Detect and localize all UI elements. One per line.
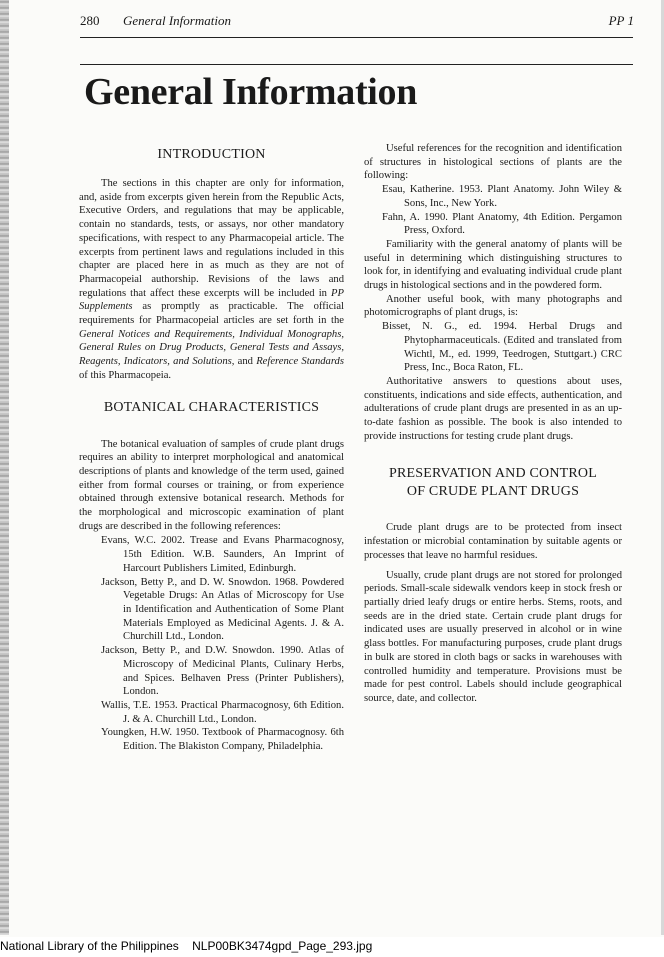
library-credit: National Library of the Philippines NLP00BK3474gpd_Page_293.jpg (0, 939, 373, 953)
section-heading-preservation: PRESERVATION AND CONTROL OF CRUDE PLANT DRUGS (389, 466, 597, 500)
reference-jackson-1990: Jackson, Betty P., and D.W. Snowdon. 1990. Atlas of Microscopy of Medicinal Plants, Culinary Herbs, and Spices. Belhaven Press (Printer Publishers), London. (101, 645, 344, 698)
reference-youngken: Youngken, H.W. 1950. Textbook of Pharmacognosy. 6th Edition. The Blakiston Company, Philadelphia. (101, 727, 344, 753)
anatomy-paragraph: Familiarity with the general anatomy of plants will be useful in determining which distinguishing structures to look for, in identifying and evaluating individual crude plant drugs in histological sections and in the powdered form. (364, 238, 622, 292)
preservation-paragraph-1: Crude plant drugs are to be protected from insect infestation or microbial contamination by suitable agents or processes that leave no harmful residues. (364, 522, 622, 561)
right-column (364, 142, 622, 706)
reference-fahn: Fahn, A. 1990. Plant Anatomy, 4th Edition. Pergamon Press, Oxford. (382, 211, 622, 237)
pharmacopeia-code: PP 1 (608, 13, 634, 28)
chapter-title: General Information (84, 71, 418, 113)
reference-jackson-1968: Jackson, Betty P., and D. W. Snowdon. 1968. Powdered Vegetable Drugs: An Atlas of Microscopy for Use in Identification and Authentication of Some Plant Materials Employed as Medicinal Agents. J. & A. Churchill Ltd., London. (101, 576, 344, 643)
running-header (80, 13, 634, 31)
reference-bisset: Bisset, N. G., ed. 1994. Herbal Drugs and Phytopharmaceuticals. (Edited and translated from Wichtl, M., ed. 1999, Teedrogen, Stuttgart.) CRC Press, Inc., Boca Raton, FL. (382, 321, 622, 374)
histology-references-intro: Useful references for the recognition and identification of structures in histological sections of plants are the following: (364, 143, 622, 182)
section-heading-botanical: BOTANICAL CHARACTERISTICS (103, 399, 320, 415)
authoritative-answers-paragraph: Authoritative answers to questions about uses, constituents, indications and side effects, authentication, and adulterations of crude plant drugs are presented in as an up-to-date fashion as possible. The book is also intended to provide instructions for testing crude plant drugs. (364, 375, 622, 442)
reference-esau: Esau, Katherine. 1953. Plant Anatomy. John Wiley & Sons, Inc., New York. (382, 184, 622, 209)
page-number: 280 (80, 13, 100, 28)
reference-evans: Evans, W.C. 2002. Trease and Evans Pharmacognosy, 15th Edition. W.B. Saunders, An Imprint of Harcourt Publishers Limited, Edinburgh. (101, 535, 344, 574)
book-spine-shadow (0, 0, 9, 935)
preservation-paragraph-2: Usually, crude plant drugs are not stored for prolonged periods. Small-scale sidewalk vendors keep in stock fresh or partially dried leafy drugs or entire herbs. Stems, roots, and seeds are in the dried state. Certain crude plant drugs for indicated uses are usually preserved in alcohol or in wine glass bottles. For manufacturing purposes, crude plant drugs in bulk are stored in cloth bags or sacks in warehouses with controlled humidity and temperature. Provisions must be made for pest control. Labels should include geographical source, date, and collector. (364, 569, 622, 704)
botanical-paragraph: The botanical evaluation of samples of crude plant drugs requires an ability to interpret morphological and anatomical descriptions of plants and knowledge of the term used, gained either from formal courses or training, or from experience obtained through extensive botanical research. Methods for the morphological and microscopic examination of plant drugs are described in the following references: (79, 438, 344, 532)
left-column (79, 140, 344, 754)
header-rule (80, 37, 633, 38)
reference-wallis: Wallis, T.E. 1953. Practical Pharmacognosy, 6th Edition. J. & A. Churchill Ltd., London. (101, 699, 344, 725)
title-rule (80, 64, 633, 65)
section-heading-introduction: INTRODUCTION (157, 147, 266, 162)
scan-footer (0, 937, 664, 957)
introduction-paragraph: The sections in this chapter are only for information, and, aside from excerpts given herein from the Republic Acts, Executive Orders, and regulations that may be applicable, contain no standards, tests, or assays, nor other mandatory specifications, with respect to any Pharmacopeial article. The excerpts from pertinent laws and regulations included in this chapter are placed here in as much as they are not of Pharmacopeial authorship. Revisions of the laws and regulations that affect these excerpts will be included in PP Supplements as promptly as practicable. The official requirements for Pharmacopeial articles are set forth in the General Notices and Requirements, Individual Monographs, General Rules on Drug Products, General Tests and Assays, Reagents, Indicators, and Solutions, and Reference Standards of this Pharmacopeia. (79, 178, 344, 381)
running-title: General Information (123, 13, 231, 28)
useful-book-paragraph: Another useful book, with many photographs and photomicrographs of plant drugs, is: (364, 293, 622, 319)
